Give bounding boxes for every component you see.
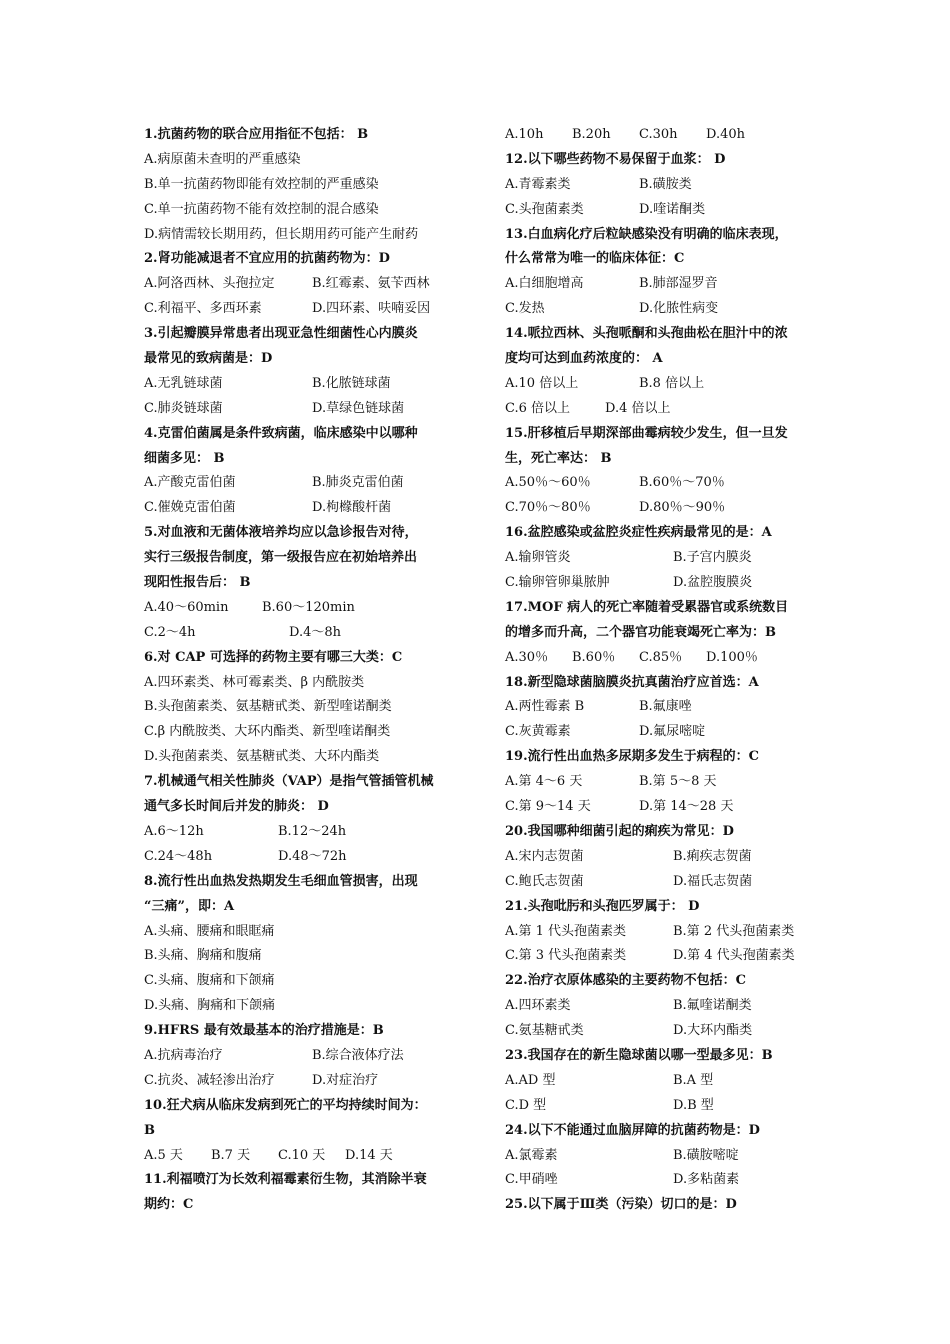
option-row <box>505 397 815 422</box>
option-line: A.头痛、腰痛和眼眶痛 <box>144 923 275 939</box>
option-cell: D.第 14～28 天 <box>639 799 734 815</box>
question-line: “三痛”，即：A <box>144 898 235 914</box>
option-cell: D.B 型 <box>673 1097 714 1113</box>
option-cell: B.12～24h <box>278 823 347 839</box>
option-line: C.β 内酰胺类、大环内酯类、新型喹诺酮类 <box>144 724 391 740</box>
question-line: 细菌多见： B <box>144 450 225 466</box>
option-cell: D.48～72h <box>278 848 347 864</box>
question-line: B <box>144 1122 155 1138</box>
option-cell: D.氟尿嘧啶 <box>639 724 706 740</box>
option-cell: A.40～60min <box>144 599 229 615</box>
option-row <box>505 1019 815 1044</box>
question-line: 3.引起瓣膜异常患者出现亚急性细菌性心内膜炎 <box>144 326 418 342</box>
option-cell: A.无乳链球菌 <box>144 375 223 391</box>
option-row <box>505 720 815 745</box>
option-cell: B.氟喹诺酮类 <box>673 998 752 1014</box>
option-cell: C.灰黄霉素 <box>505 724 571 740</box>
question-line: 生，死亡率达： B <box>505 450 612 466</box>
option-row <box>505 1094 815 1119</box>
question-line: 16.盆腔感染或盆腔炎症性疾病最常见的是：A <box>505 525 772 541</box>
option-cell: B.磺胺类 <box>639 176 692 192</box>
option-cell: B.子宫内膜炎 <box>673 550 752 566</box>
question-line: 23.我国存在的新生隐球菌以哪一型最多见：B <box>505 1047 773 1063</box>
question-line: 2.肾功能减退者不宜应用的抗菌药物为：D <box>144 251 390 267</box>
option-line: B.头孢菌素类、氨基糖甙类、新型喹诺酮类 <box>144 699 392 715</box>
question-line: 13.白血病化疗后粒缺感染没有明确的临床表现， <box>505 226 788 242</box>
option-cell: C.抗炎、减轻渗出治疗 <box>144 1072 275 1088</box>
option-cell: D.四环素、呋喃妥因 <box>312 301 431 317</box>
option-cell: A.10h <box>505 127 544 142</box>
question-line: 5.对血液和无菌体液培养均应以急诊报告对待， <box>144 525 418 541</box>
option-cell: C.24～48h <box>144 848 213 864</box>
option-row <box>144 820 454 845</box>
option-row <box>144 297 454 322</box>
option-row <box>505 496 815 521</box>
option-row <box>505 845 815 870</box>
option-row <box>144 397 454 422</box>
option-row <box>505 1069 815 1094</box>
option-cell: A.6～12h <box>144 823 204 839</box>
question-line: 17.MOF 病人的死亡率随着受累器官或系统数目 <box>505 599 789 615</box>
option-row <box>505 695 815 720</box>
option-row <box>505 870 815 895</box>
option-row <box>144 471 454 496</box>
question-line: 10.狂犬病从临床发病到死亡的平均持续时间为： <box>144 1097 427 1113</box>
option-line: A.四环素类、林可霉素类、β 内酰胺类 <box>144 674 365 690</box>
option-cell: A.阿洛西林、头孢拉定 <box>144 276 275 292</box>
option-cell: B.肺部湿罗音 <box>639 276 718 292</box>
option-cell: B.氟康唑 <box>639 699 692 715</box>
option-row <box>144 272 454 297</box>
option-row <box>505 920 815 945</box>
option-cell: C.30h <box>639 127 678 142</box>
option-cell: C.6 倍以上 <box>505 400 571 416</box>
option-line: D.头痛、胸痛和下颌痛 <box>144 998 276 1014</box>
option-cell: A.AD 型 <box>505 1072 556 1088</box>
question-line: 21.头孢吡肟和头孢匹罗属于： D <box>505 898 700 914</box>
left-column <box>144 123 454 1218</box>
question-line: 实行三级报告制度，第一级报告应在初始培养出 <box>144 550 418 566</box>
option-row <box>505 173 815 198</box>
question-line: 通气多长时间后并发的肺炎： D <box>144 799 329 815</box>
option-cell: C.85％ <box>639 649 683 665</box>
option-cell: D.喹诺酮类 <box>639 201 706 217</box>
option-line: B.单一抗菌药物即能有效控制的严重感染 <box>144 176 379 192</box>
question-line: 18.新型隐球菌脑膜炎抗真菌治疗应首选：A <box>505 674 759 690</box>
option-cell: A.氯霉素 <box>505 1147 558 1163</box>
option-cell: B.A 型 <box>673 1072 714 1088</box>
option-cell: B.综合液体疗法 <box>312 1047 404 1063</box>
option-cell: B.第 2 代头孢菌素类 <box>673 923 795 939</box>
option-cell: C.利福平、多西环素 <box>144 301 262 317</box>
option-cell: C.肺炎链球菌 <box>144 400 223 416</box>
question-line: 20.我国哪种细菌引起的痢疾为常见：D <box>505 823 734 839</box>
question-line: 12.以下哪些药物不易保留于血浆： D <box>505 151 726 167</box>
option-cell: B.60～120min <box>262 599 355 615</box>
option-cell: C.头孢菌素类 <box>505 201 584 217</box>
option-line: B.头痛、胸痛和腹痛 <box>144 948 262 964</box>
option-cell: A.输卵管炎 <box>505 550 571 566</box>
option-cell: A.抗病毒治疗 <box>144 1047 223 1063</box>
question-line: 的增多而升高，二个器官功能衰竭死亡率为：B <box>505 624 776 640</box>
question-line: 24.以下不能通过血脑屏障的抗菌药物是：D <box>505 1122 760 1138</box>
option-row <box>144 372 454 397</box>
option-row <box>505 1168 815 1193</box>
option-cell: D.多粘菌素 <box>673 1172 740 1188</box>
question-line: 什么常常为唯一的临床体征：C <box>505 251 685 267</box>
option-row <box>505 471 815 496</box>
option-cell: C.70％～80％ <box>505 500 591 516</box>
option-row <box>505 123 815 148</box>
option-cell: C.D 型 <box>505 1097 547 1113</box>
option-cell: C.10 天 <box>278 1147 326 1163</box>
option-cell: D.4～8h <box>289 624 342 640</box>
option-cell: B.8 倍以上 <box>639 375 705 391</box>
option-cell: B.肺炎克雷伯菌 <box>312 475 404 491</box>
option-cell: C.催娩克雷伯菌 <box>144 500 236 516</box>
option-cell: D.40h <box>706 127 746 142</box>
option-line: A.病原菌未查明的严重感染 <box>144 151 301 167</box>
question-line: 9.HFRS 最有效最基本的治疗措施是：B <box>144 1023 384 1039</box>
option-cell: B.20h <box>572 127 611 142</box>
option-row <box>505 994 815 1019</box>
option-row <box>505 1144 815 1169</box>
option-row <box>505 770 815 795</box>
option-cell: C.第 9～14 天 <box>505 799 591 815</box>
question-line: 6.对 CAP 可选择的药物主要有哪三大类：C <box>144 649 403 665</box>
option-cell: A.四环素类 <box>505 998 571 1014</box>
option-cell: D.对症治疗 <box>312 1072 379 1088</box>
option-row <box>144 1069 454 1094</box>
option-row <box>144 496 454 521</box>
option-row <box>505 546 815 571</box>
option-row <box>505 795 815 820</box>
option-cell: A.两性霉素 B <box>505 699 585 715</box>
option-cell: A.50％～60％ <box>505 475 591 491</box>
option-cell: A.白细胞增高 <box>505 276 584 292</box>
question-line: 7.机械通气相关性肺炎（VAP）是指气管插管机械 <box>144 774 434 790</box>
option-row <box>505 372 815 397</box>
option-cell: D.4 倍以上 <box>605 400 671 416</box>
question-line: 4.克雷伯菌属是条件致病菌，临床感染中以哪种 <box>144 425 418 441</box>
option-cell: B.磺胺嘧啶 <box>673 1147 739 1163</box>
option-cell: A.宋内志贺菌 <box>505 848 584 864</box>
option-row <box>505 944 815 969</box>
option-line: C.单一抗菌药物不能有效控制的混合感染 <box>144 201 379 217</box>
option-row <box>505 571 815 596</box>
option-row <box>144 621 454 646</box>
option-cell: A.30％ <box>505 649 549 665</box>
option-cell: B.痢疾志贺菌 <box>673 848 752 864</box>
option-cell: A.10 倍以上 <box>505 375 579 391</box>
option-cell: A.产酸克雷伯菌 <box>144 475 236 491</box>
question-line: 19.流行性出血热多尿期多发生于病程的：C <box>505 749 759 765</box>
option-cell: C.发热 <box>505 301 545 317</box>
option-row <box>144 596 454 621</box>
option-cell: D.80％～90％ <box>639 500 726 516</box>
question-line: 8.流行性出血热发热期发生毛细血管损害，出现 <box>144 873 418 889</box>
option-cell: A.第 1 代头孢菌素类 <box>505 923 627 939</box>
question-line: 最常见的致病菌是：D <box>144 351 273 367</box>
option-row <box>505 198 815 223</box>
question-line: 期约：C <box>144 1197 194 1213</box>
option-cell: A.5 天 <box>144 1147 183 1163</box>
option-cell: D.100％ <box>706 649 758 665</box>
question-line: 15.肝移植后早期深部曲霉病较少发生，但一旦发 <box>505 425 788 441</box>
option-cell: D.第 4 代头孢菌素类 <box>673 948 795 964</box>
option-line: C.头痛、腹痛和下颌痛 <box>144 973 275 989</box>
option-cell: C.甲硝唑 <box>505 1172 558 1188</box>
option-cell: D.盆腔腹膜炎 <box>673 575 753 591</box>
option-cell: D.福氏志贺菌 <box>673 873 753 889</box>
question-line: 现阳性报告后： B <box>144 575 251 591</box>
question-line: 22.治疗衣原体感染的主要药物不包括：C <box>505 973 746 989</box>
option-cell: C.第 3 代头孢菌素类 <box>505 948 627 964</box>
option-cell: C.2～4h <box>144 624 196 640</box>
option-cell: B.7 天 <box>211 1147 251 1163</box>
option-cell: D.枸橼酸杆菌 <box>312 500 392 516</box>
option-cell: C.氨基糖甙类 <box>505 1023 584 1039</box>
option-line: D.头孢菌素类、氨基糖甙类、大环内酯类 <box>144 749 380 765</box>
question-line: 14.哌拉西林、头孢哌酮和头孢曲松在胆汁中的浓 <box>505 326 788 342</box>
option-row <box>144 845 454 870</box>
question-line: 度均可达到血药浓度的： A <box>505 351 663 367</box>
question-line: 1.抗菌药物的联合应用指征不包括： B <box>144 127 369 142</box>
option-cell: B.60％ <box>572 649 616 665</box>
option-row <box>505 646 815 671</box>
option-cell: C.鲍氏志贺菌 <box>505 873 584 889</box>
option-cell: B.第 5～8 天 <box>639 774 717 790</box>
question-line: 25.以下属于Ⅲ类（污染）切口的是：D <box>505 1197 737 1213</box>
option-cell: D.草绿色链球菌 <box>312 400 405 416</box>
option-row <box>505 272 815 297</box>
option-cell: B.化脓链球菌 <box>312 375 391 391</box>
option-row <box>144 1144 454 1169</box>
option-cell: D.大环内酯类 <box>673 1023 753 1039</box>
option-cell: A.青霉素类 <box>505 176 571 192</box>
option-cell: A.第 4～6 天 <box>505 774 583 790</box>
right-column <box>505 123 815 1218</box>
option-cell: C.输卵管卵巢脓肿 <box>505 575 610 591</box>
option-cell: B.60％～70％ <box>639 475 725 491</box>
question-line: 11.利福喷汀为长效利福霉素衍生物，其消除半衰 <box>144 1172 427 1188</box>
option-line: D.病情需较长期用药，但长期用药可能产生耐药 <box>144 226 419 242</box>
option-row <box>505 297 815 322</box>
option-cell: B.红霉素、氨苄西林 <box>312 276 430 292</box>
option-row <box>144 1044 454 1069</box>
option-cell: D.14 天 <box>345 1147 393 1163</box>
option-cell: D.化脓性病变 <box>639 301 719 317</box>
